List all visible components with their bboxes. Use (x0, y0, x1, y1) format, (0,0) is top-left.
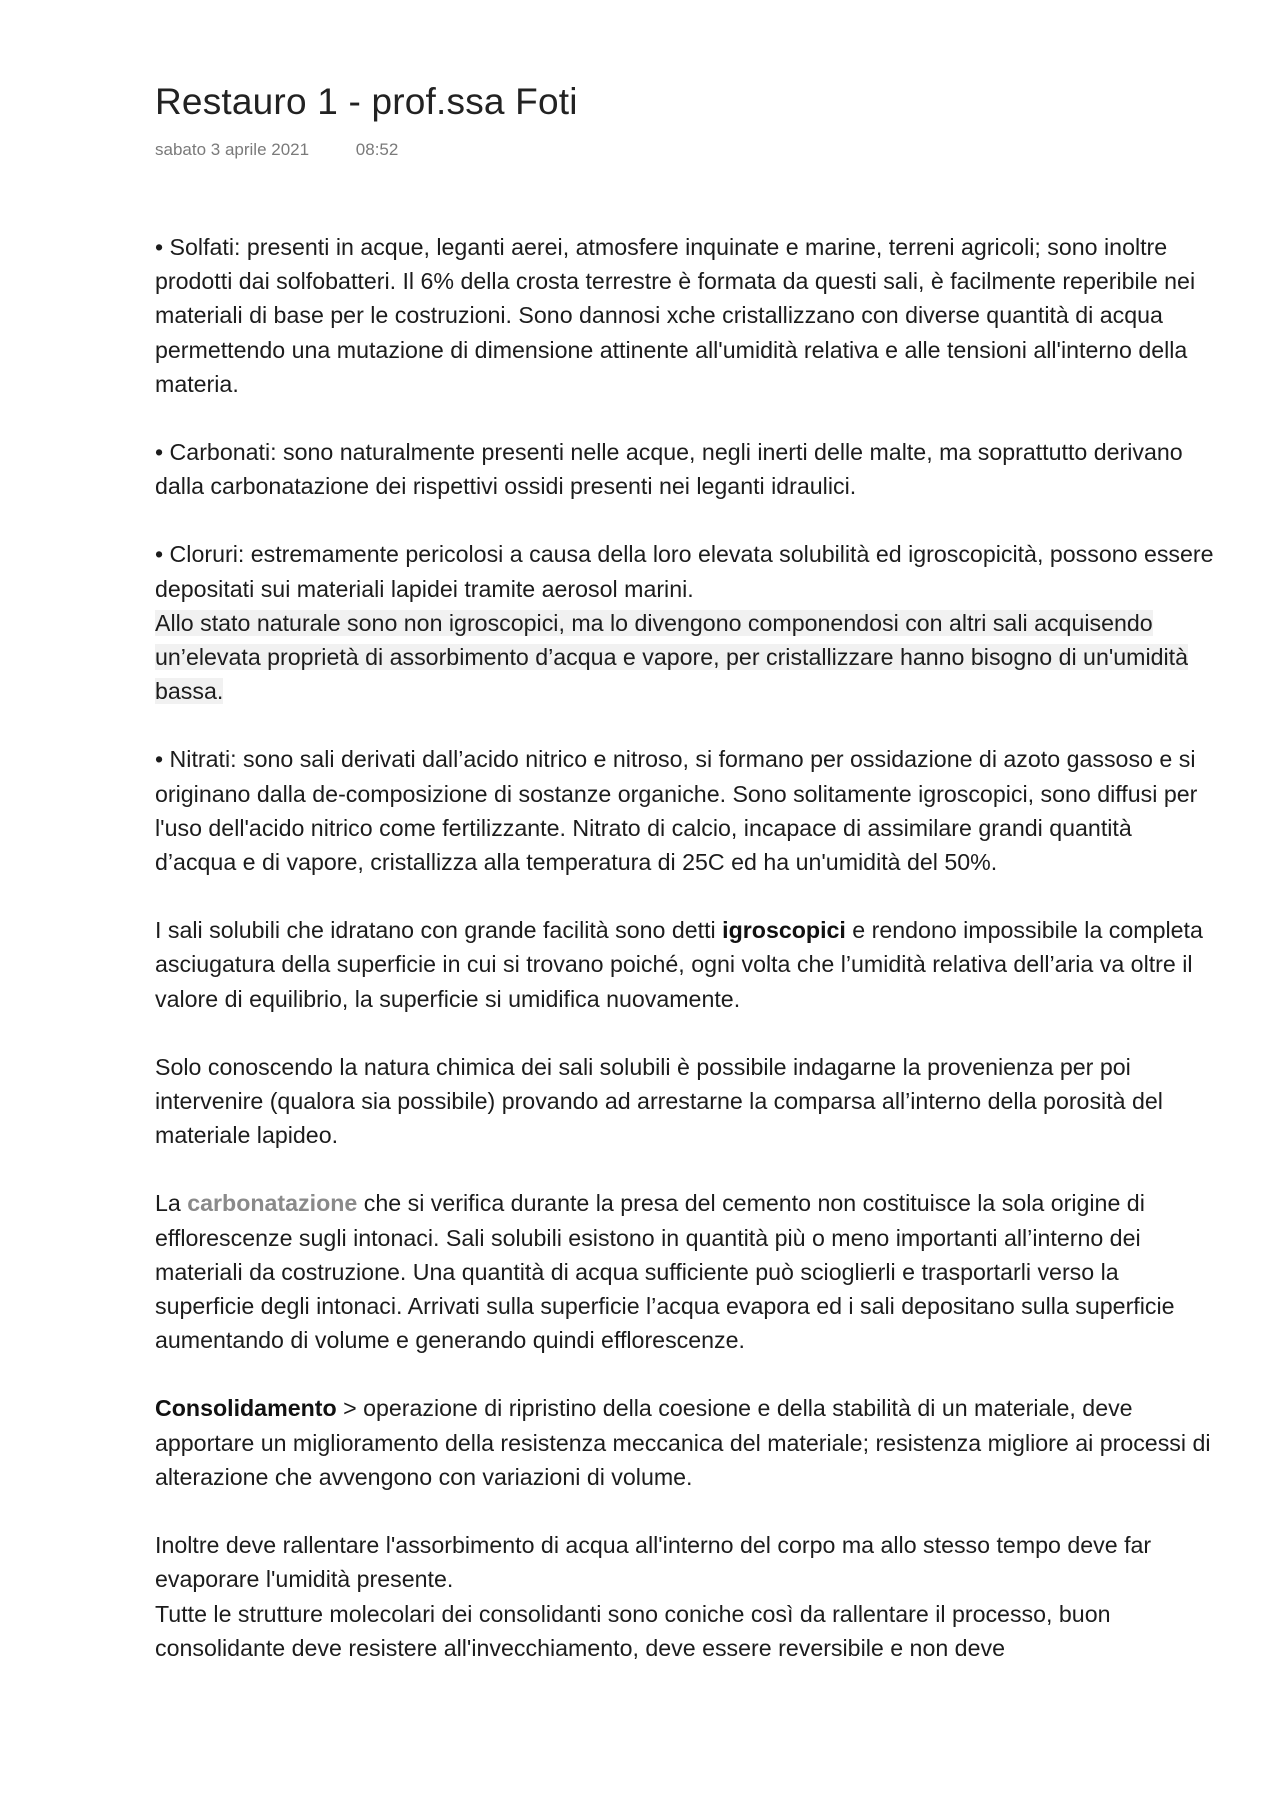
highlighted-text: Allo stato naturale sono non igroscopici, ma lo divengono componendosi con altri sali acquisendo un’elevata proprietà di assorbimento d’acqua e vapore, per cristallizzare hanno bisogno di un'umidità bassa. (155, 609, 1189, 705)
page-title: Restauro 1 - prof.ssa Foti (155, 81, 578, 122)
note-time: 08:52 (355, 140, 399, 159)
bold-term-igroscopici: igroscopici (722, 917, 846, 944)
text-segment: che si verifica durante la presa del cemento non costituisce la sola origine di efflorescenze sugli intonaci. Sali solubili esistono in quantità più o meno importanti all’interno dei materiali da costruzione. Una quantità di acqua sufficiente può scioglierli e trasportarli verso la superficie degli intonaci. Arrivati sulla superficie l’acqua evapora ed i sali depositano sulla superficie aumentando di volume e generando quindi efflorescenze. (155, 1190, 1175, 1354)
note-body (155, 230, 1215, 1665)
note-date: sabato 3 aprile 2021 (155, 140, 310, 159)
paragraph-natura-chimica: Solo conoscendo la natura chimica dei sali solubili è possibile indagarne la provenienza per poi intervenire (qualora sia possibile) provando ad arrestarne la comparsa all’interno della porosità del materiale lapideo. (155, 1053, 1163, 1149)
paragraph-inoltre: Inoltre deve rallentare l'assorbimento di acqua all'interno del corpo ma allo stesso tempo deve far evaporare l'umidità presente. (155, 1532, 1152, 1593)
paragraph-cloruri-highlight (155, 606, 1215, 709)
paragraph-nitrati: • Nitrati: sono sali derivati dall’acido nitrico e nitroso, si formano per ossidazione di azoto gassoso e si originano dalla de-composizione di sostanze organiche. Sono solitamente igroscopici, sono diffusi per l'uso dell'acido nitrico come fertilizzante. Nitrato di calcio, incapace di assimilare grandi quantità d’acqua e di vapore, cristallizza alla temperatura di 25C ed ha un'umidità del 50%. (155, 746, 1198, 876)
paragraph-strutture: Tutte le strutture molecolari dei consolidanti sono coniche così da rallentare il processo, buon consolidante deve resistere all'invecchiamento, deve essere reversibile e non deve (155, 1600, 1111, 1661)
paragraph-igroscopici (155, 913, 1215, 1016)
paragraph-solfati: • Solfati: presenti in acque, leganti aerei, atmosfere inquinate e marine, terreni agricoli; sono inoltre prodotti dai solfobatteri. Il 6% della crosta terrestre è formata da questi sali, è facilmente reperibile nei materiali di base per le costruzioni. Sono dannosi xche cristallizzano con diverse quantità di acqua permettendo una mutazione di dimensione attinente all'umidità relativa e alle tensioni all'interno della materia. (155, 234, 1196, 397)
note-meta (155, 140, 1215, 162)
paragraph-cloruri: • Cloruri: estremamente pericolosi a causa della loro elevata solubilità ed igroscopicità, possono essere depositati sui materiali lapidei tramite aerosol marini. (155, 541, 1214, 602)
paragraph-consolidamento (155, 1391, 1215, 1494)
paragraph-carbonatazione (155, 1186, 1215, 1357)
text-segment: e rendono impossibile la completa asciugatura della superficie in cui si trovano poiché, ogni volta che l’umidità relativa dell’aria va oltre il valore di equilibrio, la superficie si umidifica nuovamente. (155, 917, 1203, 1012)
text-segment: I sali solubili che idratano con grande facilità sono detti (155, 917, 723, 944)
paragraph-carbonati: • Carbonati: sono naturalmente presenti nelle acque, negli inerti delle malte, ma soprattutto derivano dalla carbonatazione dei rispettivi ossidi presenti nei leganti idraulici. (155, 439, 1183, 500)
note-page (155, 78, 1215, 1665)
bold-term-consolidamento: Consolidamento (155, 1395, 337, 1422)
text-segment: La (155, 1190, 188, 1217)
bold-term-carbonatazione: carbonatazione (187, 1190, 358, 1217)
text-segment: > operazione di ripristino della coesione e della stabilità di un materiale, deve apportare un miglioramento della resistenza meccanica del materiale; resistenza migliore ai processi di alterazione che avvengono con variazioni di volume. (155, 1395, 1211, 1490)
